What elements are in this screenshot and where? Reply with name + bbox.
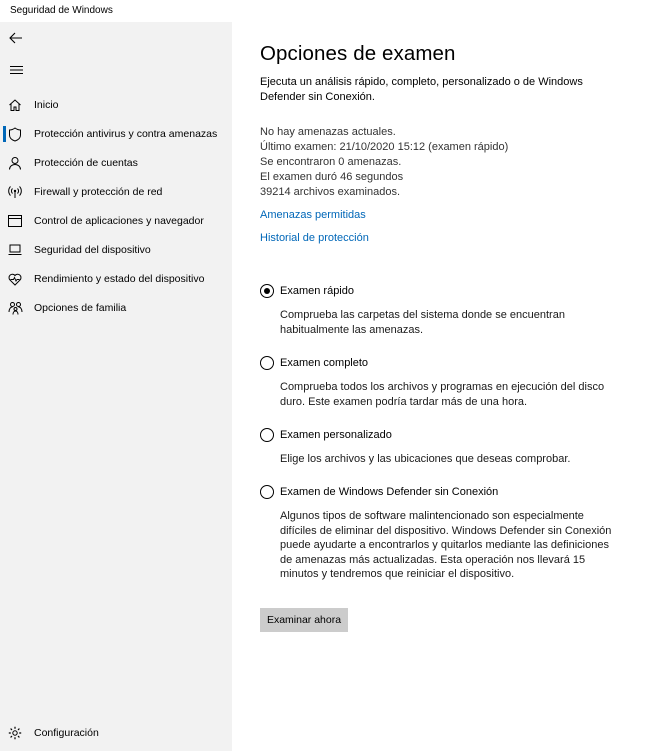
sidebar-item-label: Rendimiento y estado del dispositivo [34, 273, 205, 285]
sidebar-item-cuentas[interactable] [0, 149, 232, 177]
sidebar-item-configuracion[interactable] [0, 719, 232, 747]
status-files: 39214 archivos examinados. [260, 186, 401, 198]
sidebar-item-label: Opciones de familia [34, 302, 127, 314]
status-duration: El examen duró 46 segundos [260, 171, 404, 183]
sidebar-item-dispositivo[interactable] [0, 236, 232, 264]
selection-indicator [3, 126, 6, 142]
laptop-icon [7, 242, 23, 258]
main-content [232, 22, 650, 751]
page-description: Ejecuta un análisis rápido, completo, personalizado o de Windows Defender sin Conexión. [260, 76, 583, 103]
radio-button[interactable] [260, 485, 274, 499]
family-icon [7, 300, 23, 316]
sidebar-item-label: Inicio [34, 99, 59, 111]
sidebar-item-familia[interactable] [0, 294, 232, 322]
hamburger-icon [10, 65, 23, 75]
antenna-icon [7, 184, 23, 200]
option-label[interactable]: Examen de Windows Defender sin Conexión [280, 486, 499, 498]
back-button[interactable] [6, 28, 26, 48]
person-icon [7, 155, 23, 171]
radio-row[interactable] [260, 354, 630, 372]
sidebar [0, 22, 232, 751]
scan-option-quick [260, 282, 630, 337]
option-description: Algunos tipos de software malintencionado son especialmente difíciles de eliminar del dispositivo. Windows Defender sin Conexión puede ayudarte a encontrarlos y quitarlos mediante las definiciones de amenazas más actualizadas. Esta operación nos llevará 15 minutos y tendremos que reiniciar el dispositivo. [280, 510, 612, 581]
shield-icon [7, 126, 23, 142]
sidebar-item-rendimiento[interactable] [0, 265, 232, 293]
option-description: Comprueba las carpetas del sistema donde se encuentran habitualmente las amenazas. [280, 309, 565, 336]
scan-status [260, 125, 508, 200]
radio-button[interactable] [260, 428, 274, 442]
scan-now-button[interactable]: Examinar ahora [260, 608, 348, 632]
sidebar-item-label: Configuración [34, 727, 99, 739]
radio-row[interactable] [260, 282, 630, 300]
radio-row[interactable] [260, 483, 630, 501]
option-label[interactable]: Examen personalizado [280, 429, 392, 441]
sidebar-item-label: Control de aplicaciones y navegador [34, 215, 204, 227]
sidebar-item-antivirus[interactable] [0, 120, 232, 148]
protection-history-link[interactable]: Historial de protección [260, 232, 369, 244]
option-label[interactable]: Examen rápido [280, 285, 354, 297]
title-bar [0, 0, 650, 22]
radio-dot [264, 288, 270, 294]
option-description: Comprueba todos los archivos y programas en ejecución del disco duro. Este examen podría tardar más de una hora. [280, 381, 605, 408]
scan-option-full [260, 354, 630, 409]
gear-icon [7, 725, 23, 741]
back-arrow-icon [9, 32, 23, 44]
sidebar-item-inicio[interactable] [0, 91, 232, 119]
status-last-scan: Último examen: 21/10/2020 15:12 (examen rápido) [260, 141, 509, 153]
option-description: Elige los archivos y las ubicaciones que deseas comprobar. [280, 453, 571, 465]
home-icon [7, 97, 23, 113]
sidebar-item-label: Protección antivirus y contra amenazas [34, 128, 218, 140]
status-threats: No hay amenazas actuales. [260, 126, 396, 138]
option-label[interactable]: Examen completo [280, 357, 369, 369]
radio-row[interactable] [260, 426, 630, 444]
app-browser-icon [7, 213, 23, 229]
status-found: Se encontraron 0 amenazas. [260, 156, 402, 168]
sidebar-item-label: Firewall y protección de red [34, 186, 163, 198]
window-title: Seguridad de Windows [10, 5, 113, 16]
scan-option-offline [260, 483, 630, 582]
radio-button[interactable] [260, 356, 274, 370]
page-title: Opciones de examen [260, 42, 456, 65]
scan-option-custom [260, 426, 630, 467]
sidebar-item-label: Seguridad del dispositivo [34, 244, 151, 256]
menu-button[interactable] [6, 60, 26, 80]
allowed-threats-link[interactable]: Amenazas permitidas [260, 209, 366, 221]
sidebar-item-firewall[interactable] [0, 178, 232, 206]
heart-icon [7, 271, 23, 287]
radio-button-checked[interactable] [260, 284, 274, 298]
sidebar-item-aplicaciones[interactable] [0, 207, 232, 235]
sidebar-item-label: Protección de cuentas [34, 157, 138, 169]
